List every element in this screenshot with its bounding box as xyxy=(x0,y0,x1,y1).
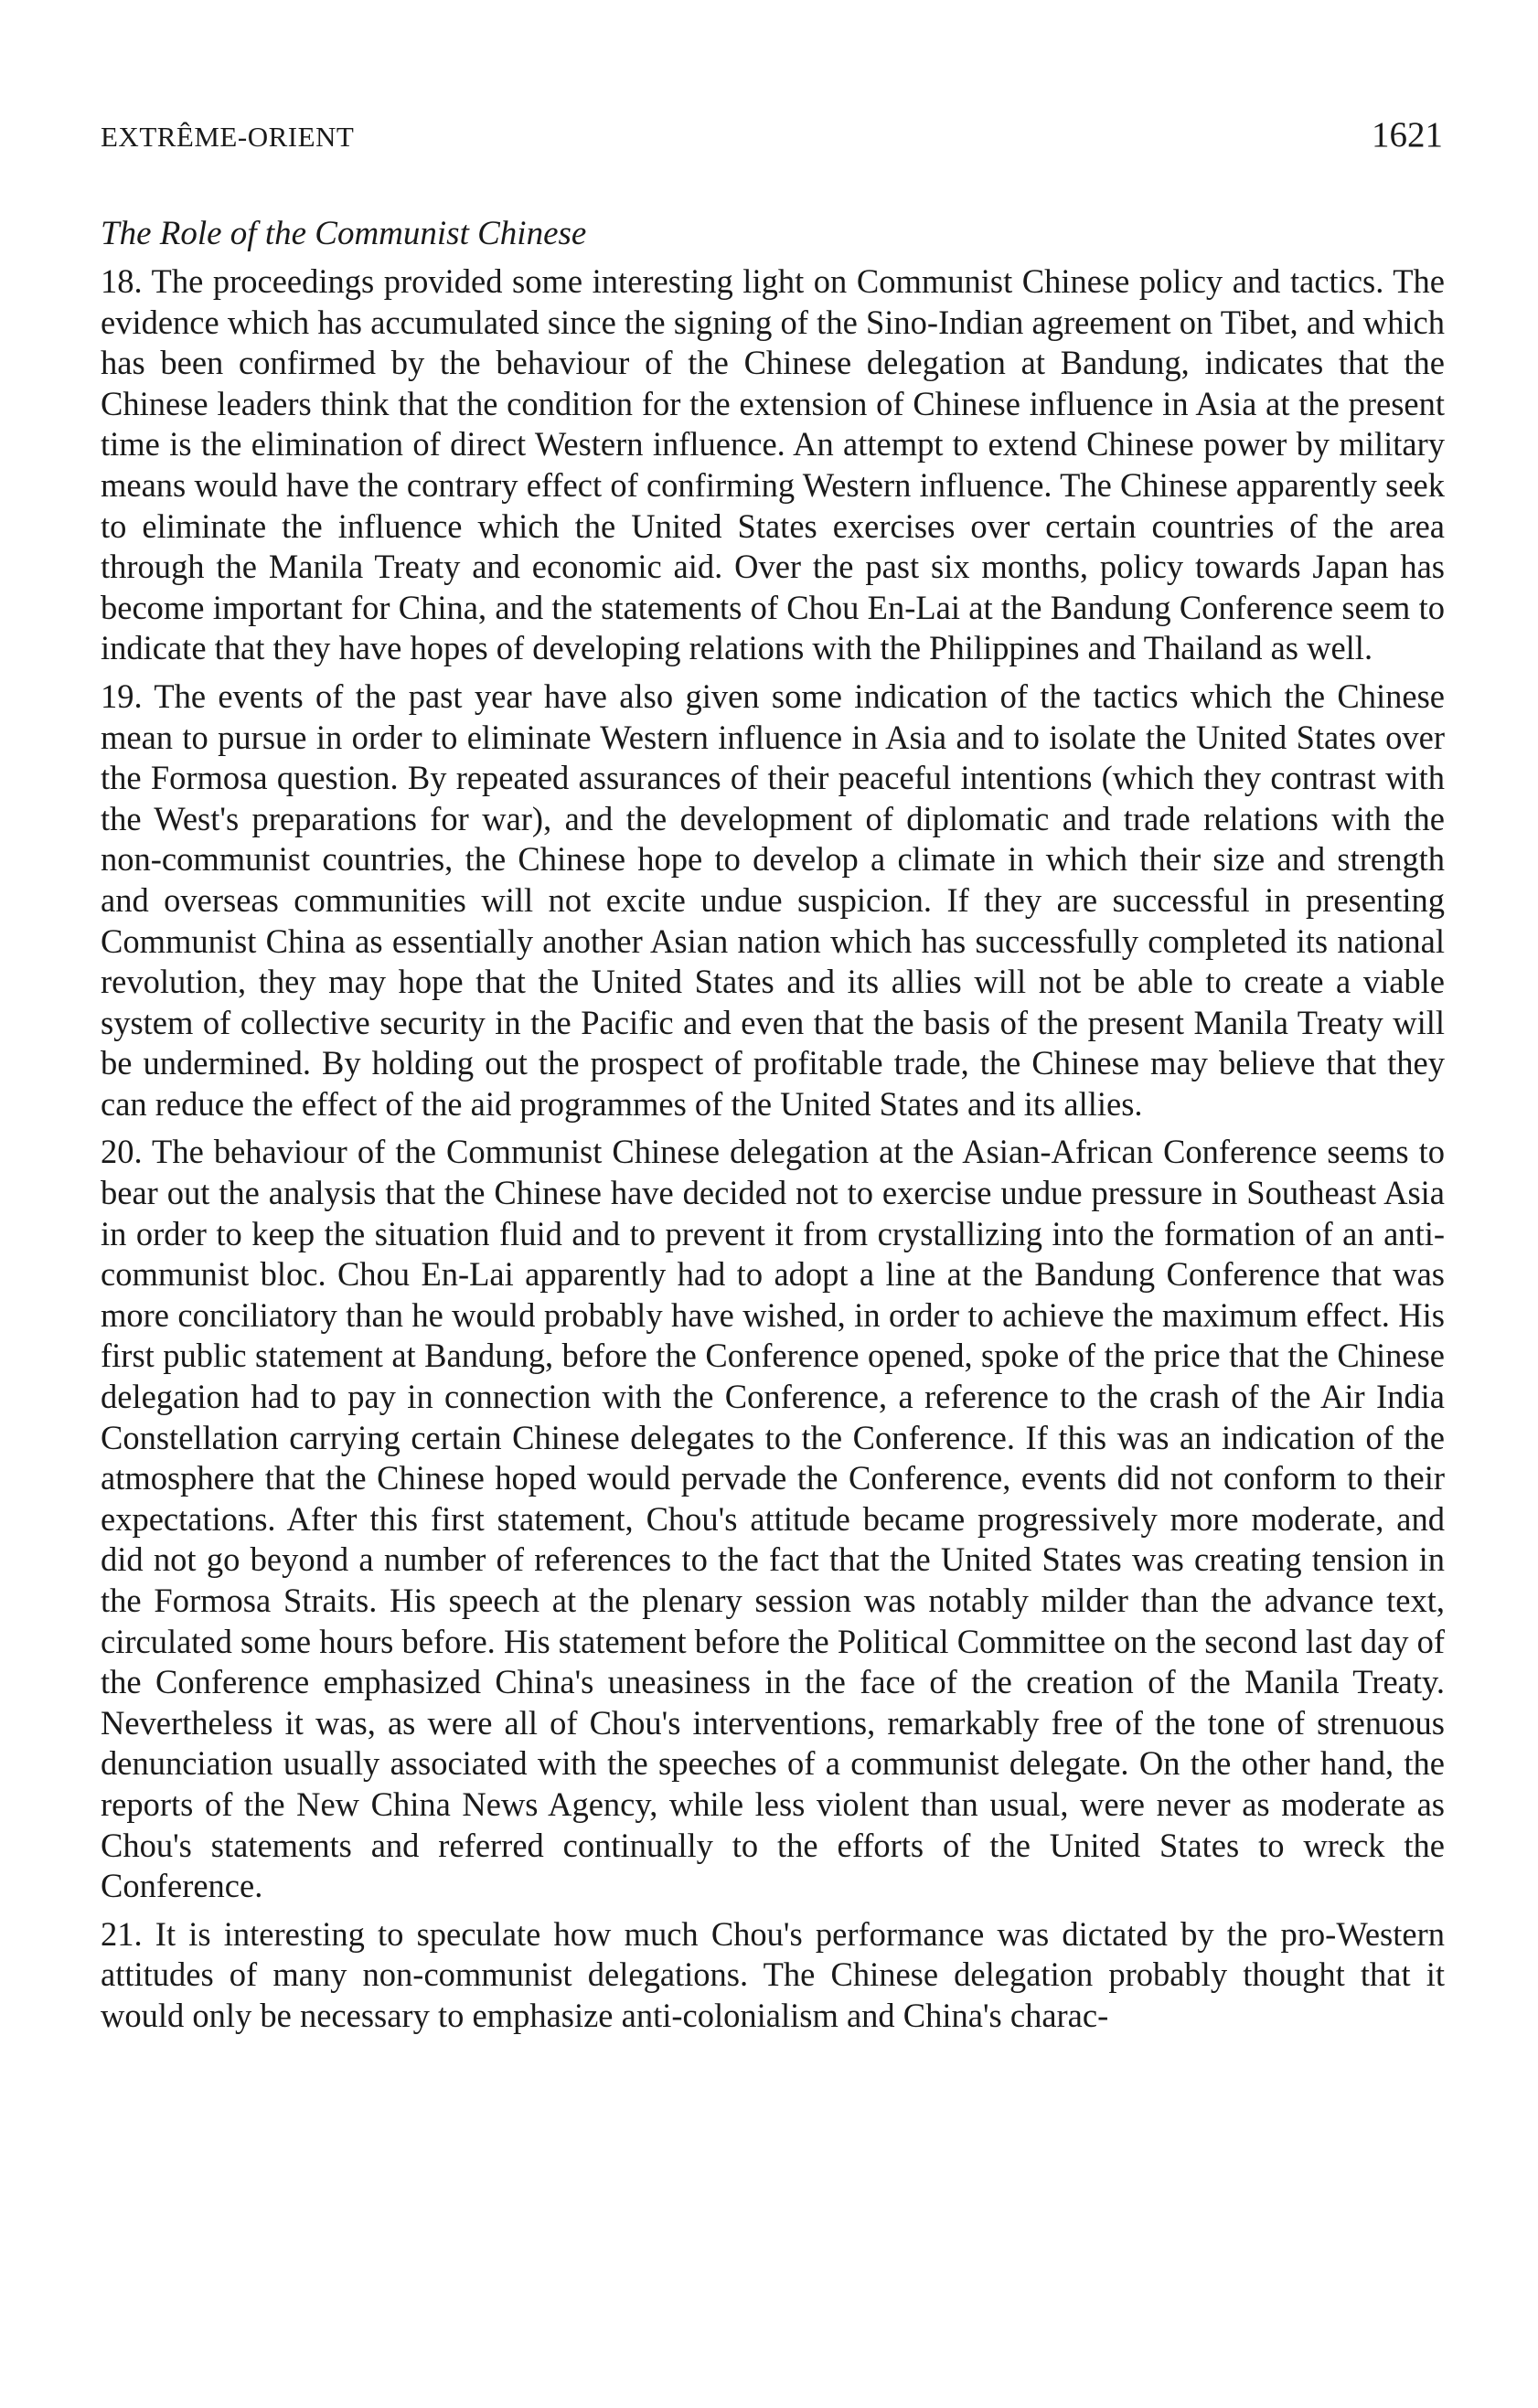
running-header xyxy=(101,114,1445,155)
paragraph-21 xyxy=(101,1914,1445,2037)
paragraph-18 xyxy=(101,261,1445,669)
paragraph-20 xyxy=(101,1132,1445,1906)
paragraph-number: 19. xyxy=(101,677,143,715)
paragraph-number: 21. xyxy=(101,1914,143,1953)
paragraph-text: The behaviour of the Communist Chinese delegation at the Asian-African Conference seems to bear out the analysis that the Chinese have decided not to exercise undue pressure in Southeast Asia in order to keep the situation fluid and to prevent it from crystallizing into the formation of an anti-communist bloc. Chou En-Lai apparently had to adopt a line at the Bandung Conference that was more conciliatory than he would probably have wished, in order to achieve the maximum effect. His first public statement at Bandung, before the Conference opened, spoke of the price that the Chinese delegation had to pay in connection with the Conference, a reference to the crash of the Air India Constellation carrying certain Chinese delegates to the Conference. If this was an indication of the atmosphere that the Chinese hoped would pervade the Conference, events did not conform to their expectations. After this first statement, Chou's attitude became progressively more moderate, and did not go beyond a number of references to the fact that the United States was creating tension in the Formosa Straits. His speech at the plenary session was notably milder than the advance text, circulated some hours before. His statement before the Political Committee on the second last day of the Conference emphasized China's uneasiness in the face of the creation of the Manila Treaty. Nevertheless it was, as were all of Chou's interventions, remarkably free of the tone of strenuous denunciation usually associated with the speeches of a communist delegate. On the other hand, the reports of the New China News Agency, while less violent than usual, were never as moderate as Chou's statements and referred continually to the efforts of the United States to wreck the Conference. xyxy=(101,1133,1446,1905)
document-page xyxy=(101,114,1445,2044)
paragraph-text: The events of the past year have also given some indication of the tactics which the Chinese mean to pursue in order to eliminate Western influence in Asia and to isolate the United States over the Formosa question. By repeated assurances of their peaceful intentions (which they contrast with the West's preparations for war), and the development of diplomatic and trade relations with the non-communist countries, the Chinese hope to develop a climate in which their size and strength and overseas communities will not excite undue suspicion. If they are successful in presenting Communist China as essentially another Asian nation which has successfully completed its national revolution, they may hope that the United States and its allies will not be able to create a viable system of collective security in the Pacific and even that the basis of the present Manila Treaty will be undermined. By holding out the prospect of profitable trade, the Chinese may believe that they can reduce the effect of the aid programmes of the United States and its allies. xyxy=(101,677,1445,1123)
paragraph-19 xyxy=(101,677,1445,1125)
paragraph-number: 18. xyxy=(101,262,143,300)
paragraph-number: 20. xyxy=(101,1133,143,1171)
page-number: 1621 xyxy=(1372,115,1443,154)
running-title: EXTRÊME-ORIENT xyxy=(101,121,355,153)
paragraph-text: It is interesting to speculate how much Chou's performance was dictated by the pro-Western attitudes of many non-communist delegations. The Chinese delegation probably thought that it would only be necessary to emphasize anti-colonialism and China's charac- xyxy=(101,1914,1445,2034)
section-heading: The Role of the Communist Chinese xyxy=(101,215,587,252)
paragraph-text: The proceedings provided some interesting light on Communist Chinese policy and tactics. The evidence which has accumulated since the signing of the Sino-Indian agreement on Tibet, and which has been confirmed by the behaviour of the Chinese delegation at Bandung, indicates that the Chinese leaders think that the condition for the extension of Chinese influence in Asia at the present time is the elimination of direct Western influence. An attempt to extend Chinese power by military means would have the contrary effect of confirming Western influence. The Chinese apparently seek to eliminate the influence which the United States exercises over certain countries of the area through the Manila Treaty and economic aid. Over the past six months, policy towards Japan has become important for China, and the statements of Chou En-Lai at the Bandung Conference seem to indicate that they have hopes of developing relations with the Philippines and Thailand as well. xyxy=(101,262,1445,667)
